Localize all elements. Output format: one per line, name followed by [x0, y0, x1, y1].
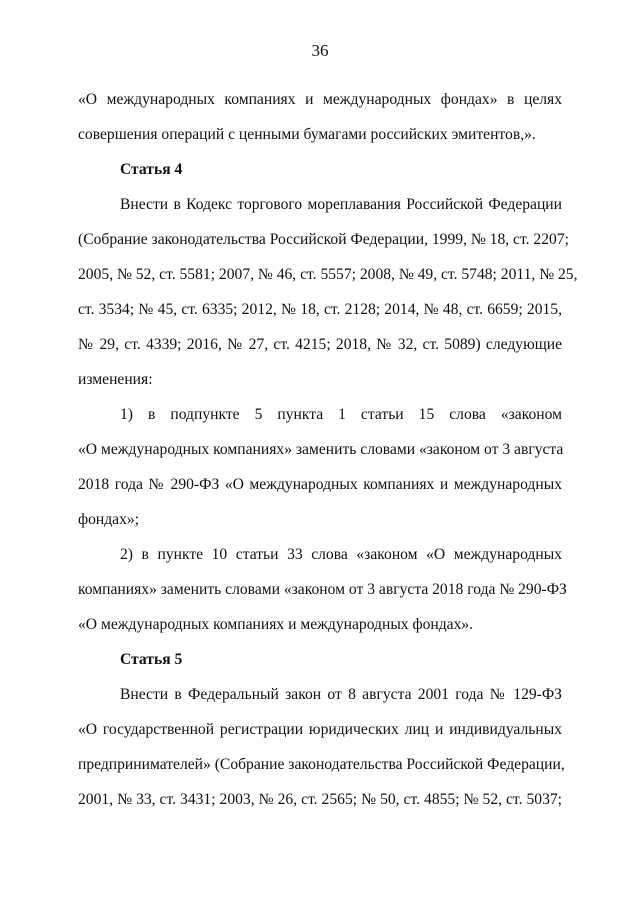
paragraph-line: изменения: — [78, 371, 153, 388]
list-item-line: 2018 года № 290-ФЗ «О международных компаниях и международных — [78, 476, 562, 493]
paragraph-line: Внести в Федеральный закон от 8 августа 2001 года № 129-ФЗ — [120, 686, 562, 703]
page-number: 36 — [311, 41, 329, 60]
list-item-line: компаниях» заменить словами «законом от 3 августа 2018 года № 290-ФЗ — [78, 581, 567, 598]
list-item-line: фондах»; — [78, 511, 140, 528]
paragraph-line: № 29, ст. 4339; 2016, № 27, ст. 4215; 2018, № 32, ст. 5089) следующие — [78, 336, 562, 353]
list-item-line: «О международных компаниях» заменить словами «законом от 3 августа — [78, 441, 564, 458]
paragraph-line: Внести в Кодекс торгового мореплавания Российской Федерации — [120, 196, 562, 213]
paragraph-line: (Собрание законодательства Российской Федерации, 1999, № 18, ст. 2207; — [78, 231, 569, 248]
paragraph-line: 2001, № 33, ст. 3431; 2003, № 26, ст. 2565; № 50, ст. 4855; № 52, ст. 5037; — [78, 791, 562, 808]
paragraph-line: «О международных компаниях и международных фондах» в целях — [78, 91, 562, 108]
paragraph-line: «О государственной регистрации юридических лиц и индивидуальных — [78, 721, 562, 738]
paragraph-line: 2005, № 52, ст. 5581; 2007, № 46, ст. 5557; 2008, № 49, ст. 5748; 2011, № 25, — [78, 266, 578, 283]
list-item-line: «О международных компаниях и международных фондах». — [78, 616, 474, 633]
article-heading: Статья 5 — [120, 651, 183, 668]
list-item-line: 2) в пункте 10 статьи 33 слова «законом «О международных — [120, 546, 562, 563]
paragraph-line: ст. 3534; № 45, ст. 6335; 2012, № 18, ст. 2128; 2014, № 48, ст. 6659; 2015, — [78, 301, 562, 318]
article-heading: Статья 4 — [120, 161, 183, 178]
paragraph-line: предпринимателей» (Собрание законодательства Российской Федерации, — [78, 756, 565, 773]
list-item-line: 1) в подпункте 5 пункта 1 статьи 15 слова «законом — [120, 406, 562, 423]
paragraph-line: совершения операций с ценными бумагами российских эмитентов,». — [78, 126, 536, 143]
